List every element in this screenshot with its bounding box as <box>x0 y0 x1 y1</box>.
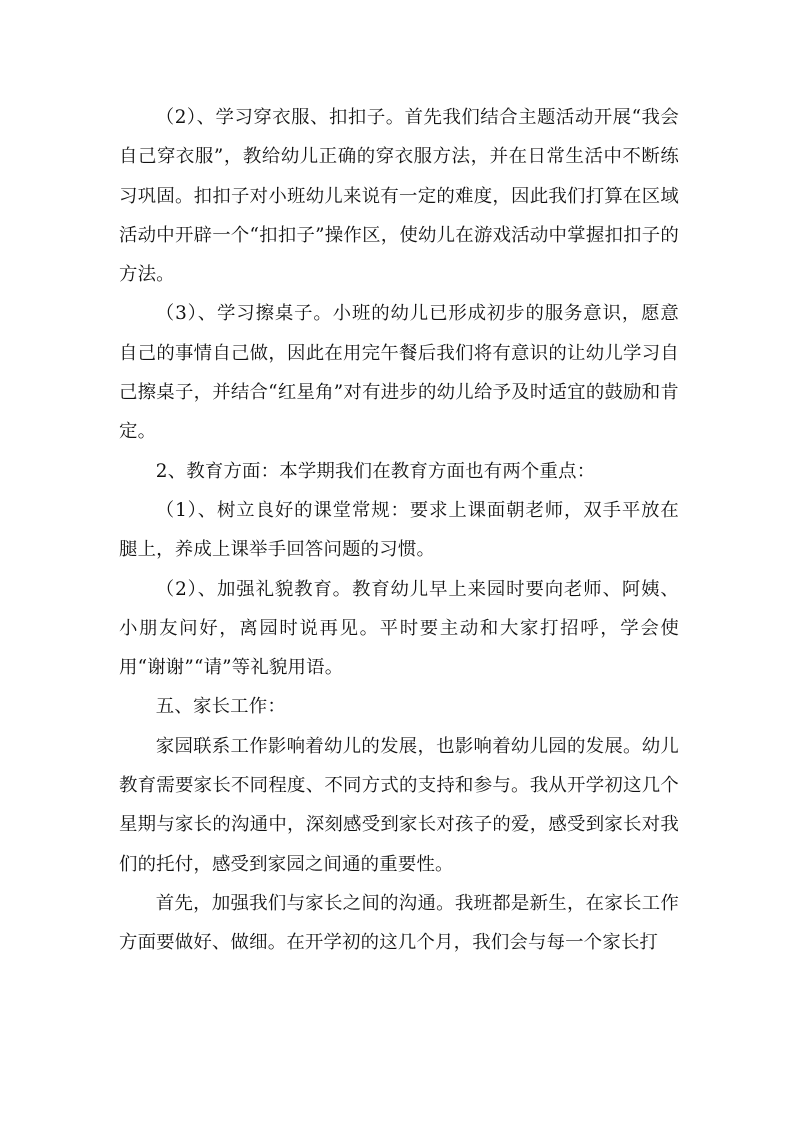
paragraph-wiping-tables: （3）、学习擦桌子。小班的幼儿已形成初步的服务意识，愿意自己的事情自己做，因此在用完午餐后我们将有意识的让幼儿学习自己擦桌子，并结合“红星角”对有进步的幼儿给予及时适宜的鼓励和肯定。 <box>119 303 679 443</box>
paragraph-education-heading: 2、教育方面：本学期我们在教育方面也有两个重点： <box>155 460 596 482</box>
paragraph-dressing-buttoning: （2）、学习穿衣服、扣扣子。首先我们结合主题活动开展“我会自己穿衣服”，教给幼儿正确的穿衣服方法，并在日常生活中不断练习巩固。扣扣子对小班幼儿来说有一定的难度，因此我们打算在区域活动中开辟一个“扣扣子”操作区，使幼儿在游戏活动中掌握扣扣子的方法。 <box>119 107 679 286</box>
document-body <box>119 98 679 963</box>
paragraph-classroom-routine: （1）、树立良好的课堂常规：要求上课面朝老师，双手平放在腿上，养成上课举手回答问题的习惯。 <box>119 499 679 561</box>
paragraph-home-school-contact: 家园联系工作影响着幼儿的发展，也影响着幼儿园的发展。幼儿教育需要家长不同程度、不同方式的支持和参与。我从开学初这几个星期与家长的沟通中，深刻感受到家长对孩子的爱，感受到家长对我们的托付，感受到家园之间通的重要性。 <box>119 735 679 875</box>
paragraph-courtesy-education: （2）、加强礼貌教育。教育幼儿早上来园时要向老师、阿姨、小朋友问好，离园时说再见。平时要主动和大家打招呼，学会使用“谢谢”“请”等礼貌用语。 <box>119 578 679 679</box>
section-heading-parent-work: 五、家长工作： <box>155 696 286 718</box>
paragraph-communication: 首先，加强我们与家长之间的沟通。我班都是新生，在家长工作方面要做好、做细。在开学初的这几个月，我们会与每一个家长打 <box>119 892 679 954</box>
